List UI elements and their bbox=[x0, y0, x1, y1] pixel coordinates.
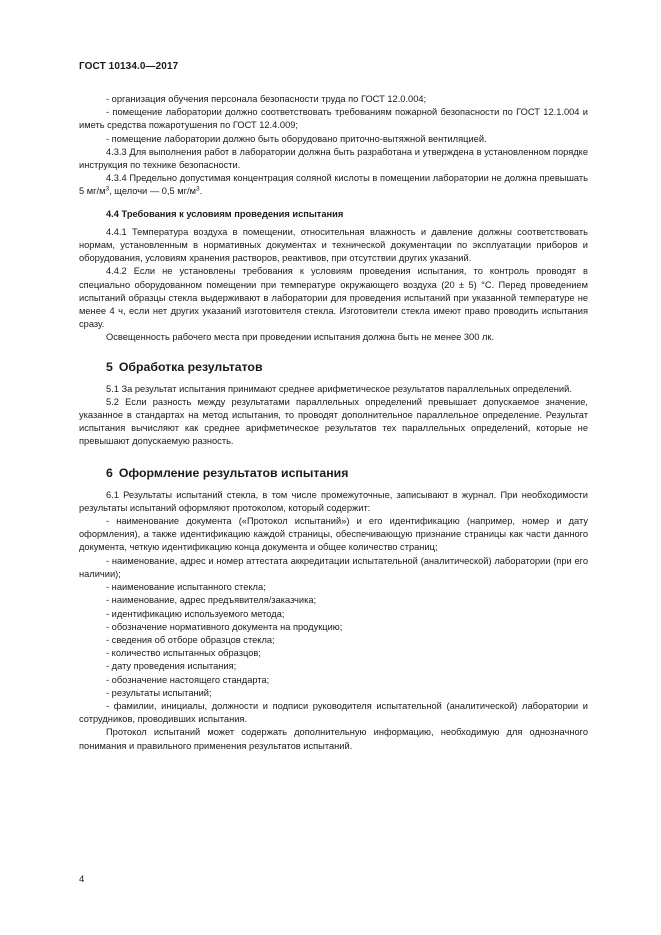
list-item: - идентификацию используемого метода; bbox=[106, 608, 285, 619]
paragraph-text: , щелочи — 0,5 мг/м bbox=[109, 186, 196, 197]
list-item: - обозначение настоящего стандарта; bbox=[106, 674, 270, 685]
paragraph: Протокол испытаний может содержать дополнительную информацию, необходимую для однозначного понимания и правильного применения результатов испытаний. bbox=[79, 727, 588, 751]
list-item: - наименование испытанного стекла; bbox=[106, 582, 266, 593]
section-number: 5 bbox=[106, 359, 113, 374]
subsection-heading-4-4: 4.4 Требования к условиям проведения испытания bbox=[106, 208, 344, 219]
paragraph: 5.1 За результат испытания принимают среднее арифметическое результатов параллельных определений. bbox=[106, 383, 572, 394]
paragraph: Освещенность рабочего места при проведении испытания должна быть не менее 300 лк. bbox=[106, 332, 495, 343]
list-item: - результаты испытаний; bbox=[106, 687, 212, 698]
list-item: - сведения об отборе образцов стекла; bbox=[106, 634, 275, 645]
paragraph: 6.1 Результаты испытаний стекла, в том числе промежуточные, записывают в журнал. При необходимости результаты испытаний оформляют протоколом, который содержит: bbox=[79, 489, 588, 513]
section-heading-6 bbox=[79, 465, 588, 481]
section-number: 6 bbox=[106, 465, 113, 480]
paragraph-4-3-4 bbox=[79, 172, 588, 198]
paragraph: - помещение лаборатории должно соответствовать требованиям пожарной безопасности по ГОСТ 12.1.004 и иметь средства пожаротушения по ГОСТ 12.4.009; bbox=[79, 107, 588, 131]
page-number: 4 bbox=[79, 874, 85, 885]
paragraph-text: 4.3.4 Предельно допустимая концентрация соляной кислоты в помещении лаборатории не должна превышать 5 мг/м bbox=[79, 173, 588, 197]
list-item: - дату проведения испытания; bbox=[106, 661, 237, 672]
superscript: 3 bbox=[195, 185, 200, 193]
list-item: - наименование, адрес предъявителя/заказчика; bbox=[106, 595, 317, 606]
section-title: Обработка результатов bbox=[118, 359, 263, 374]
paragraph: - организация обучения персонала безопасности труда по ГОСТ 12.0.004; bbox=[106, 94, 427, 104]
list-item: - наименование документа («Протокол испытаний») и его идентификацию (например, номер и дату оформления), а также идентификацию каждой страницы, обеспечивающую признание страницы как части данного документа, четкую идентификацию конца документа и общее количество страниц; bbox=[79, 516, 588, 553]
list-item: - обозначение нормативного документа на продукцию; bbox=[106, 621, 343, 632]
list-item: - наименование, адрес и номер аттестата аккредитации испытательной (аналитической) лаборатории (при его наличии); bbox=[79, 555, 588, 579]
paragraph-text: . bbox=[199, 186, 203, 197]
list-item: - фамилии, инициалы, должности и подписи руководителя испытательной (аналитической) лаборатории и сотрудников, проводивших испытания. bbox=[79, 700, 588, 725]
document-body bbox=[79, 93, 588, 753]
paragraph: - помещение лаборатории должно быть оборудовано приточно-вытяжной вентиляцией. bbox=[106, 133, 487, 144]
paragraph: 4.3.3 Для выполнения работ в лаборатории должна быть разработана и утверждена в установленном порядке инструкция по технике безопасности. bbox=[79, 146, 588, 171]
document-standard-header: ГОСТ 10134.0—2017 bbox=[79, 61, 179, 72]
superscript: 3 bbox=[105, 185, 110, 193]
section-title: Оформление результатов испытания bbox=[118, 465, 349, 480]
paragraph: 4.4.2 Если не установлены требования к условиям проведения испытания, то контроль проводят в специально оборудованном помещении при температуре окружающего воздуха (20 ± 5) °С. Перед проведением испытаний образцы стекла выдерживают в лаборатории для проведения испытаний при указанной температуре не менее 4 ч, если нет других указаний изготовителя стекла. Изготовители стекла имеют право проводить испытания сразу. bbox=[79, 266, 588, 330]
paragraph: 4.4.1 Температура воздуха в помещении, относительная влажность и давление должны соответствовать нормам, установленным в нормативных документах и технической документации по эксплуатации приборов и оборудования, условиям хранения растворов, реактивов, при отсутствии других указаний. bbox=[79, 226, 588, 264]
list-item: - количество испытанных образцов; bbox=[106, 648, 261, 659]
section-heading-5 bbox=[79, 359, 588, 375]
paragraph: 5.2 Если разность между результатами параллельных определений превышает допускаемое значение, указанное в стандартах на метод испытания, то проводят дополнительное параллельное определение. Результат испытания вычисляют как среднее арифметическое результатов тех параллельных определений, которые не превышают допускаемую разность. bbox=[79, 396, 588, 447]
